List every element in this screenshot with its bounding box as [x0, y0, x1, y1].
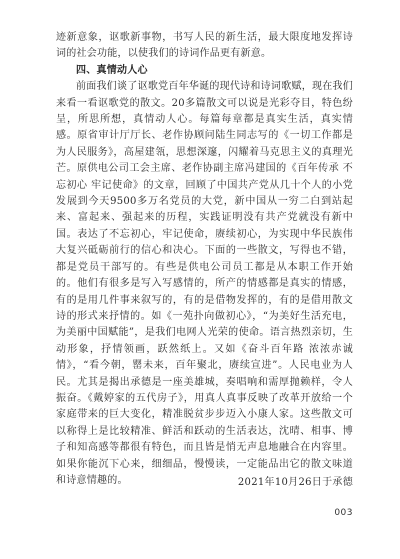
signature-date: 2021年10月26日于承德 — [237, 477, 353, 488]
document-body — [56, 30, 353, 489]
section-heading: 四、真情动人心 — [76, 64, 148, 76]
paragraph-continuation: 迹新意象，讴歌新事物，书写人民的新生活，最大限度地发挥诗词的社会功能，以使我们的诗词作品更有新意。 — [56, 32, 353, 60]
paragraph-body: 前面我们谈了讴歌党百年华诞的现代诗和诗词歌赋，现在我们来看一看讴歌党的散文。20多篇散文可以说是光彩夺目，特色纷呈，所思所想，真情动人心。每篇每章都是真实生活，真实情感。原省审计厅厅长、老作协顾问陆生同志写的《一切工作都是为人民服务》，高屋建瓴，思想深邃，闪耀着马克思主义的真理光芒。原供电公司工会主席、老作协副主席冯建国的《百年传承 不忘初心 牢记使命》的文章，回顾了中国共产党从几十个人的小党发展到今天9500多万名党员的大党，新中国从一穷二白到站起来、富起来、强起来的历程，实践证明没有共产党就没有新中国。表达了不忘初心，牢记使命，赓续初心，为实现中华民族伟大复兴砥砺前行的信心和决心。下面的一些散文，写得也不错，都是党员干部写的。有些是供电公司员工都是从本职工作开始的。他们有很多是写入写感情的，所产的情感都是真实的情感，有的是用几件事来叙写的，有的是借物发挥的，有的是借用散文诗的形式来抒情的。如《一苑扑向做初心》，“为美好生活充电，为美丽中国赋能”，是我们电网人光荣的使命。语言热烈亲切，生动形象，抒情领画，跃然纸上。又如《奋斗百年路 浓浓赤诚情》，“看今朝，罂未来，百年聚北，赓续宣进”。人民电业为人民。尤其是揭出承德是一座美雄城，奏唱响和需厚抛赖样，令人振奋。《戴婷家的五代房子》，用真人真事反映了改革开放给一个家庭带来的巨大变化，精准脱贫步步迈入小康人家。这些散文可以称得上是比较精准、鲜活和跃动的生活表达，沈晴、相事、博子和知高感等都很有特色，而且皆是悄无声息地融合在内容里。如果你能沉下心来，细细品，慢慢读，一定能品出它的散文味道和诗意情趣的。 — [56, 81, 353, 486]
page-number: 003 — [334, 508, 353, 518]
